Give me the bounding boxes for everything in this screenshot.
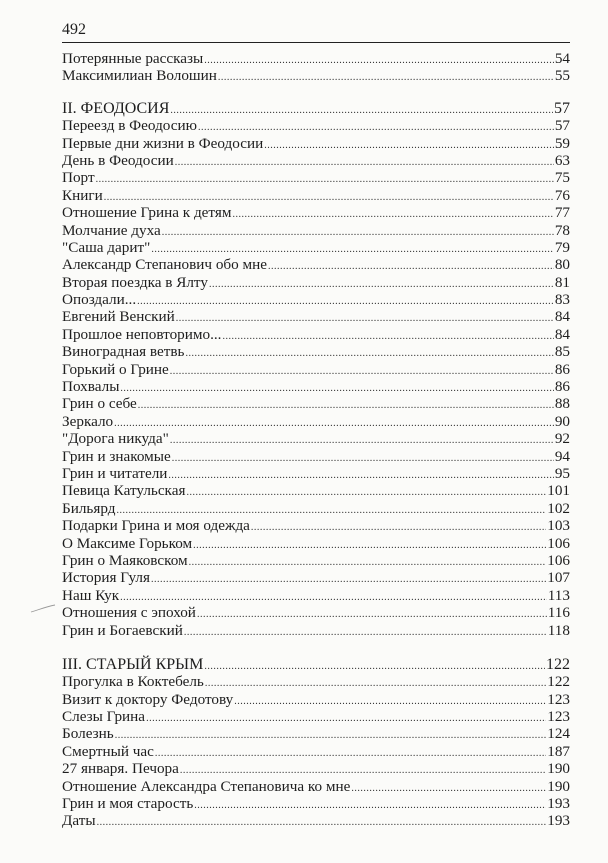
toc-entry-page: 113 [547,586,570,604]
dot-leader [186,484,546,501]
toc-entry-page: 118 [547,621,570,639]
dot-leader [264,137,554,154]
toc-entry-page: 77 [554,204,570,222]
toc-entry-page: 78 [554,221,570,239]
toc-section-heading [62,656,570,673]
dot-leader [205,675,546,692]
toc-entry-page: 84 [554,325,570,343]
toc-entry-page: 187 [547,742,570,760]
toc-entry-title: Наш Кук [62,586,120,604]
toc-entry-page: 122 [547,673,570,691]
toc-entry [62,535,570,552]
toc-entry [62,552,570,569]
toc-entry-title: Прошлое неповторимо... [62,325,222,343]
dot-leader [189,554,547,571]
toc-entry [62,187,570,204]
toc-entry [62,395,570,412]
toc-entry-page: 193 [547,812,570,830]
toc-entry [62,725,570,742]
toc-entry-title: Певица Катульская [62,482,186,500]
dot-leader [170,363,554,380]
toc-entry-page: 85 [554,343,570,361]
toc-entry [62,135,570,152]
section-spacer [62,85,570,100]
toc-entry-page: 55 [554,67,570,85]
header-rule [62,42,570,43]
toc-entry-title: Подарки Грина и моя одежда [62,517,250,535]
toc-entry [62,569,570,586]
toc-entry-page: 83 [554,291,570,309]
toc-entry-page: 79 [554,238,570,256]
toc-entry-page: 63 [554,151,570,169]
dot-leader [120,380,553,397]
toc-entry-title: Порт [62,169,95,187]
toc-entry-title: Отношение Грина к детям [62,204,232,222]
toc-entry [62,274,570,291]
toc-entry [62,430,570,447]
toc-entry [62,795,570,812]
toc-entry-page: 122 [546,655,570,673]
toc-entry [62,413,570,430]
toc-entry [62,67,570,84]
toc-entry [62,465,570,482]
toc-entry-title: Похвалы [62,378,120,396]
table-of-contents [62,50,570,830]
toc-entry-title: День в Феодосии [62,151,174,169]
toc-entry-title: Зеркало [62,412,114,430]
toc-entry-page: 86 [554,360,570,378]
toc-entry-title: Грин и моя старость [62,795,194,813]
toc-entry [62,343,570,360]
toc-entry [62,587,570,604]
toc-entry-page: 81 [554,273,570,291]
toc-section-heading [62,100,570,117]
toc-entry-title: III. СТАРЫЙ КРЫМ [62,655,204,673]
dot-leader [168,467,553,484]
toc-entry-title: Первые дни жизни в Феодосии [62,134,264,152]
toc-entry-page: 107 [547,569,570,587]
toc-entry-page: 190 [547,760,570,778]
dot-leader [234,693,546,710]
toc-entry-title: Визит к доктору Федотову [62,690,234,708]
toc-entry-page: 123 [547,690,570,708]
toc-entry-title: Отношение Александра Степановича ко мне [62,777,351,795]
dot-leader [162,224,554,241]
toc-entry-page: 102 [547,499,570,517]
toc-entry [62,222,570,239]
toc-entry [62,169,570,186]
toc-entry-title: История Гуля [62,569,150,587]
toc-entry [62,604,570,621]
toc-entry [62,812,570,829]
toc-entry-page: 95 [554,464,570,482]
toc-entry [62,673,570,690]
toc-entry-page: 90 [554,412,570,430]
toc-entry-page: 57 [554,117,570,135]
dot-leader [232,206,553,223]
toc-entry-title: Виноградная ветвь [62,343,185,361]
toc-entry-page: 88 [554,395,570,413]
toc-entry-title: Переезд в Феодосию [62,117,197,135]
toc-entry-page: 57 [554,99,570,117]
section-spacer [62,639,570,656]
toc-entry [62,622,570,639]
toc-entry-title: Грин о себе [62,395,137,413]
dot-leader [155,745,546,762]
dot-leader [194,797,546,814]
dot-leader [96,171,554,188]
toc-entry [62,152,570,169]
toc-entry [62,256,570,273]
toc-entry-page: 124 [547,725,570,743]
page-number: 492 [62,21,86,38]
dot-leader [251,519,546,536]
toc-entry [62,308,570,325]
dot-leader [115,727,547,744]
toc-entry-title: Книги [62,186,103,204]
toc-entry [62,117,570,134]
toc-entry-title: Евгений Венский [62,308,175,326]
toc-entry [62,760,570,777]
toc-entry [62,500,570,517]
toc-entry-title: Максимилиан Волошин [62,67,217,85]
toc-entry-title: Грин и читатели [62,464,168,482]
dot-leader [209,276,554,293]
dot-leader [204,52,554,69]
toc-entry-title: Смертный час [62,742,154,760]
pencil-mark [30,604,56,614]
toc-entry [62,239,570,256]
toc-entry-title: Грин и знакомые [62,447,171,465]
toc-entry [62,691,570,708]
dot-leader [351,780,546,797]
dot-leader [114,415,554,432]
toc-entry-title: "Саша дарит" [62,238,151,256]
dot-leader [185,345,553,362]
toc-entry-title: II. ФЕОДОСИЯ [62,99,170,117]
toc-entry-page: 123 [547,708,570,726]
toc-entry-title: Грин и Богаевский [62,621,183,639]
toc-entry-title: "Дорога никуда" [62,430,169,448]
toc-entry-page: 80 [554,256,570,274]
dot-leader [151,571,546,588]
toc-entry-page: 103 [547,517,570,535]
dot-leader [97,814,547,831]
toc-entry-page: 54 [554,50,570,67]
toc-entry-title: Грин о Маяковском [62,551,188,569]
toc-entry [62,778,570,795]
toc-entry-title: Даты [62,812,96,830]
toc-entry [62,361,570,378]
dot-leader [197,606,547,623]
dot-leader [170,102,553,119]
toc-entry-title: Отношения с эпохой [62,604,196,622]
toc-entry [62,448,570,465]
toc-entry-page: 94 [554,447,570,465]
toc-entry-page: 106 [547,534,570,552]
toc-entry-page: 116 [547,604,570,622]
toc-entry-page: 84 [554,308,570,326]
toc-entry [62,291,570,308]
toc-entry-page: 59 [554,134,570,152]
toc-entry [62,517,570,534]
dot-leader [138,397,554,414]
toc-entry-title: Потерянные рассказы [62,50,204,67]
toc-entry-title: Прогулка в Коктебель [62,673,204,691]
dot-leader [146,710,546,727]
toc-entry [62,326,570,343]
dot-leader [268,258,554,275]
toc-entry [62,743,570,760]
dot-leader [137,293,554,310]
toc-entry-page: 190 [547,777,570,795]
toc-entry-title: Болезнь [62,725,114,743]
dot-leader [172,450,554,467]
toc-entry [62,204,570,221]
dot-leader [175,154,554,171]
dot-leader [218,69,554,86]
dot-leader [222,328,553,345]
toc-entry-title: Александр Степанович обо мне [62,256,268,274]
toc-entry-title: Опоздали... [62,291,137,309]
toc-entry-title: Бильярд [62,499,116,517]
toc-entry-title: Горький о Грине [62,360,169,378]
dot-leader [204,658,545,675]
toc-entry-title: О Максиме Горьком [62,534,193,552]
dot-leader [184,624,547,641]
toc-entry [62,482,570,499]
toc-entry [62,378,570,395]
dot-leader [193,537,546,554]
toc-entry-title: Слезы Грина [62,708,146,726]
toc-entry-page: 86 [554,378,570,396]
toc-entry [62,50,570,67]
toc-entry-page: 106 [547,551,570,569]
toc-entry-page: 75 [554,169,570,187]
toc-entry-title: Молчание духа [62,221,161,239]
toc-entry [62,708,570,725]
toc-entry-page: 193 [547,795,570,813]
toc-entry-page: 92 [554,430,570,448]
toc-entry-page: 101 [547,482,570,500]
toc-entry-title: 27 января. Печора [62,760,179,778]
dot-leader [170,432,554,449]
dot-leader [176,310,554,327]
toc-entry-page: 76 [554,186,570,204]
toc-entry-title: Вторая поездка в Ялту [62,273,208,291]
